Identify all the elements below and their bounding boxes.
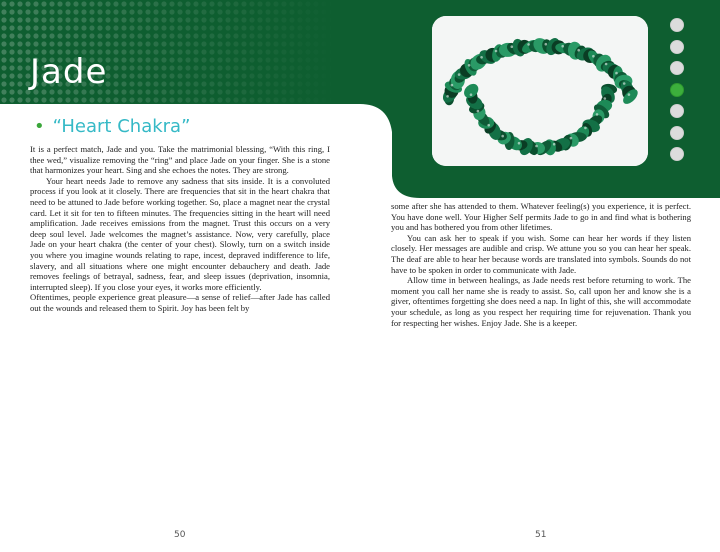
paragraph: It is a perfect match, Jade and you. Take the matrimonial blessing, “With this ring, I thee wed,” visualize removing the “ring” and place Jade on your finger. She is a stone that harmonizes your heart. Sing and she echoes the notes. They are strong.: [30, 144, 330, 176]
nav-dot[interactable]: [670, 18, 684, 32]
paragraph: Oftentimes, people experience great pleasure—a sense of relief—after Jade has called out the wounds and released them to Spirit. Joy has been felt by: [30, 292, 330, 313]
jade-bead-bracelet-icon: [432, 16, 648, 166]
chapter-nav-dots: [670, 18, 686, 169]
right-page-body: [391, 201, 691, 328]
nav-dot[interactable]: [670, 104, 684, 118]
page-number-right: 51: [535, 530, 547, 540]
nav-dot[interactable]: [670, 61, 684, 75]
nav-dot[interactable]: [670, 126, 684, 140]
paragraph: Allow time in between healings, as Jade needs rest before returning to work. The moment you call her name she is ready to assist. So, call upon her and know she is a giver, oftentimes forgetting she does need a nap. In light of this, she will accommodate your schedule, as long as you respect her requiring time for rejuvenation. Thank you for respecting her wishes. Enjoy Jade. She is a keeper.: [391, 275, 691, 328]
bullet-icon: •: [34, 116, 45, 137]
paragraph: You can ask her to speak if you wish. Some can hear her words if they listen closely. Her messages are audible and crisp. We attune you so you can hear her speak. The deaf are able to hear her because words are translated into symbols. Sounds do not have to be spoken in order to communicate with Jade.: [391, 232, 691, 275]
nav-dot[interactable]: [670, 147, 684, 161]
paragraph: Your heart needs Jade to remove any sadness that sits inside. It is a convoluted process if you look at it closely. There are frequencies that sit in the heart chakra that need to be attuned to Jade before working together. So, place a magnet near the crystal card. Let it sit for ten to fifteen minutes. The frequencies sitting in the heart will need amplification. Jade receives emissions from the magnet. Trust this occurs on a very deep soul level. Jade welcomes the magnet’s assistance. Now, very carefully, place Jade on your heart chakra (the center of your chest). Slowly, turn on a switch inside you where you imagine wounds relating to rape, incest, depraved indifference to life, slavery, and all situations where one might encounter debauchery and death. Jade removes feelings of betrayal, sadness, fear, and sleep issues (deprivation, insomnia, interrupted sleep). If you close your eyes, it works more efficiently.: [30, 175, 330, 292]
paragraph: some after she has attended to them. Whatever feeling(s) you experience, it is perfect. You have done well. Your Higher Self permits Jade to go in and find what is bothering you and has bothered you from other lifetimes.: [391, 201, 691, 233]
subtitle-text: “Heart Chakra”: [52, 116, 191, 137]
page-title: Jade: [30, 52, 108, 92]
chapter-subtitle: [34, 116, 190, 137]
left-page-body: [30, 144, 330, 314]
page-number-left: 50: [174, 530, 186, 540]
nav-dot-active[interactable]: [670, 83, 684, 97]
nav-dot[interactable]: [670, 40, 684, 54]
jade-bracelet-photo: [432, 16, 648, 166]
